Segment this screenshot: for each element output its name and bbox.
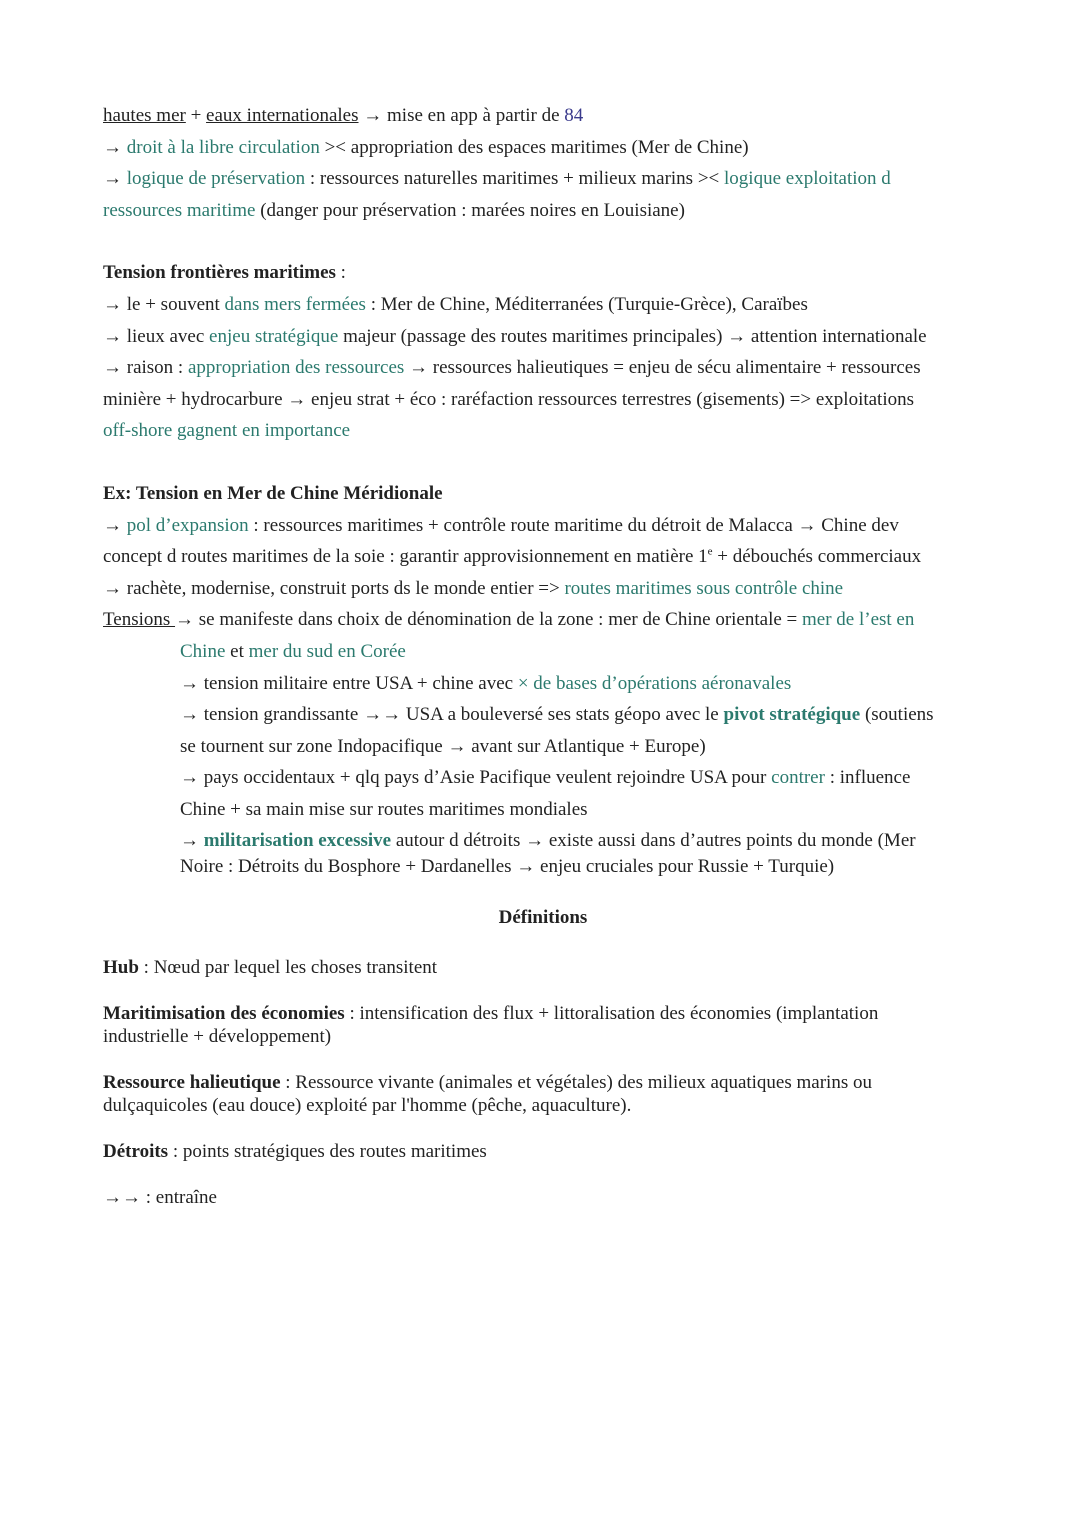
definition-term: Hub (103, 957, 139, 979)
text: >< appropriation des espaces maritimes (Mer de Chine) (319, 136, 749, 158)
highlight: mer de l’est en (802, 609, 915, 631)
highlight: pol d’expansion (126, 514, 249, 536)
text-line (103, 321, 983, 353)
arrow: → (180, 830, 204, 852)
heading: Tension frontières maritimes (103, 262, 336, 284)
text-line (103, 668, 983, 700)
arrow: → (103, 136, 127, 158)
highlight: off-shore gagnent en importance (103, 420, 351, 442)
text: → pays occidentaux + qlq pays d’Asie Pacifique veulent rejoindre USA pour (180, 767, 772, 789)
text: + débouchés commerciaux (712, 546, 922, 568)
text: : influence (824, 767, 911, 789)
text-line (103, 794, 983, 826)
highlight-bold: pivot stratégique (723, 704, 861, 726)
highlight: contrer (771, 767, 825, 789)
legend-item (103, 1186, 933, 1209)
heading: Ex: Tension en Mer de Chine Méridionale (103, 482, 443, 504)
definition-item (103, 956, 933, 979)
text-line (103, 828, 983, 854)
text: concept d routes maritimes de la soie : garantir approvisionnement en matière 1 (103, 546, 708, 568)
highlight: dans mers fermées (224, 293, 366, 315)
definition-text: : intensification des flux + littoralisation des économies (implantation industrielle + développement) (103, 1003, 879, 1048)
text-line (103, 510, 983, 542)
text: Noire : Détroits du Bosphore + Dardanelles → enjeu cruciales pour Russie + Turquie) (180, 856, 835, 878)
text-line (103, 415, 983, 447)
arrow: → (103, 514, 127, 536)
definition-text: : Nœud par lequel les choses transitent (138, 957, 438, 979)
text: → tension militaire entre USA + chine avec (180, 672, 518, 694)
superscript: e (707, 545, 713, 558)
text: majeur (passage des routes maritimes principales) → attention internationale (338, 325, 927, 347)
text: minière + hydrocarbure → enjeu strat + éco : raréfaction ressources terrestres (gisements) => exploitations (103, 388, 915, 410)
text: : Mer de Chine, Méditerranées (Turquie-Grèce), Caraïbes (365, 293, 808, 315)
text: : (335, 262, 346, 284)
double-arrow-icon: →→ (103, 1187, 141, 1209)
text-line (103, 762, 983, 794)
text: : ressources maritimes + contrôle route maritime du détroit de Malacca → Chine dev (248, 514, 899, 536)
definition-item (103, 1071, 933, 1117)
heading: Définitions (498, 907, 588, 929)
text: et (225, 640, 249, 662)
text-line (103, 384, 983, 416)
text: → le + souvent (103, 293, 225, 315)
text: autour d détroits → existe aussi dans d’autres points du monde (Mer (391, 830, 916, 852)
text: → se manifeste dans choix de dénomination de la zone : mer de Chine orientale = (175, 609, 802, 631)
text-line (103, 636, 983, 668)
legend-text: : entraîne (141, 1187, 217, 1209)
text: → rachète, modernise, construit ports ds le monde entier => (103, 577, 565, 599)
text-line (103, 163, 983, 195)
definition-item (103, 1002, 933, 1048)
text: → raison : (103, 357, 188, 379)
definition-item (103, 1140, 933, 1163)
section-title (103, 478, 983, 510)
text: (soutiens (860, 704, 934, 726)
text-line (103, 289, 983, 321)
underlined-term: Tensions (103, 609, 176, 631)
highlight: droit à la libre circulation (126, 136, 320, 158)
section-title (103, 257, 983, 289)
underlined-term: hautes mer (103, 105, 186, 126)
text-line (103, 195, 983, 227)
text-line (103, 132, 983, 164)
text-line (103, 541, 983, 573)
definition-text: : Ressource vivante (animales et végétales) des milieux aquatiques marins ou dulçaquicoles (eau douce) exploité par l'homme (pêche, aquaculture). (103, 1072, 872, 1117)
highlight: logique exploitation d (724, 168, 891, 190)
text: → mise en app à partir de (358, 105, 565, 126)
text: Chine + sa main mise sur routes maritimes mondiales (180, 798, 588, 820)
year-number: 84 (564, 105, 584, 126)
definition-text: : points stratégiques des routes maritimes (168, 1141, 487, 1163)
text-line (103, 699, 983, 731)
text-line (103, 573, 983, 605)
highlight: logique de préservation (126, 168, 306, 190)
document-page (103, 100, 983, 1232)
highlight: enjeu stratégique (209, 325, 339, 347)
text-line (103, 731, 983, 763)
text-line (103, 604, 983, 636)
text: → lieux avec (103, 325, 210, 347)
highlight: routes maritimes sous contrôle chine (564, 577, 844, 599)
text: → ressources halieutiques = enjeu de sécu alimentaire + ressources (404, 357, 921, 379)
highlight: mer du sud en Corée (248, 640, 406, 662)
arrow: → (103, 168, 127, 190)
definition-term: Maritimisation des économies (103, 1003, 345, 1025)
highlight: ressources maritime (103, 199, 256, 221)
text: se tournent sur zone Indopacifique → avant sur Atlantique + Europe) (180, 735, 706, 757)
highlight: Chine (180, 640, 226, 662)
highlight-bold: militarisation excessive (203, 830, 392, 852)
definitions-heading (103, 902, 983, 934)
text: : ressources naturelles maritimes + milieux marins >< (305, 168, 725, 190)
definition-term: Détroits (103, 1141, 169, 1163)
text-line (103, 100, 983, 132)
underlined-term: eaux internationales (206, 105, 359, 126)
text: → tension grandissante →→ USA a bouleversé ses stats géopo avec le (180, 704, 724, 726)
text: + (185, 105, 207, 126)
definition-term: Ressource halieutique (103, 1072, 281, 1094)
highlight: appropriation des ressources (187, 357, 405, 379)
highlight: × de bases d’opérations aéronavales (517, 672, 792, 694)
text: (danger pour préservation : marées noires en Louisiane) (255, 199, 685, 221)
text-line (103, 854, 983, 880)
text-line (103, 352, 983, 384)
